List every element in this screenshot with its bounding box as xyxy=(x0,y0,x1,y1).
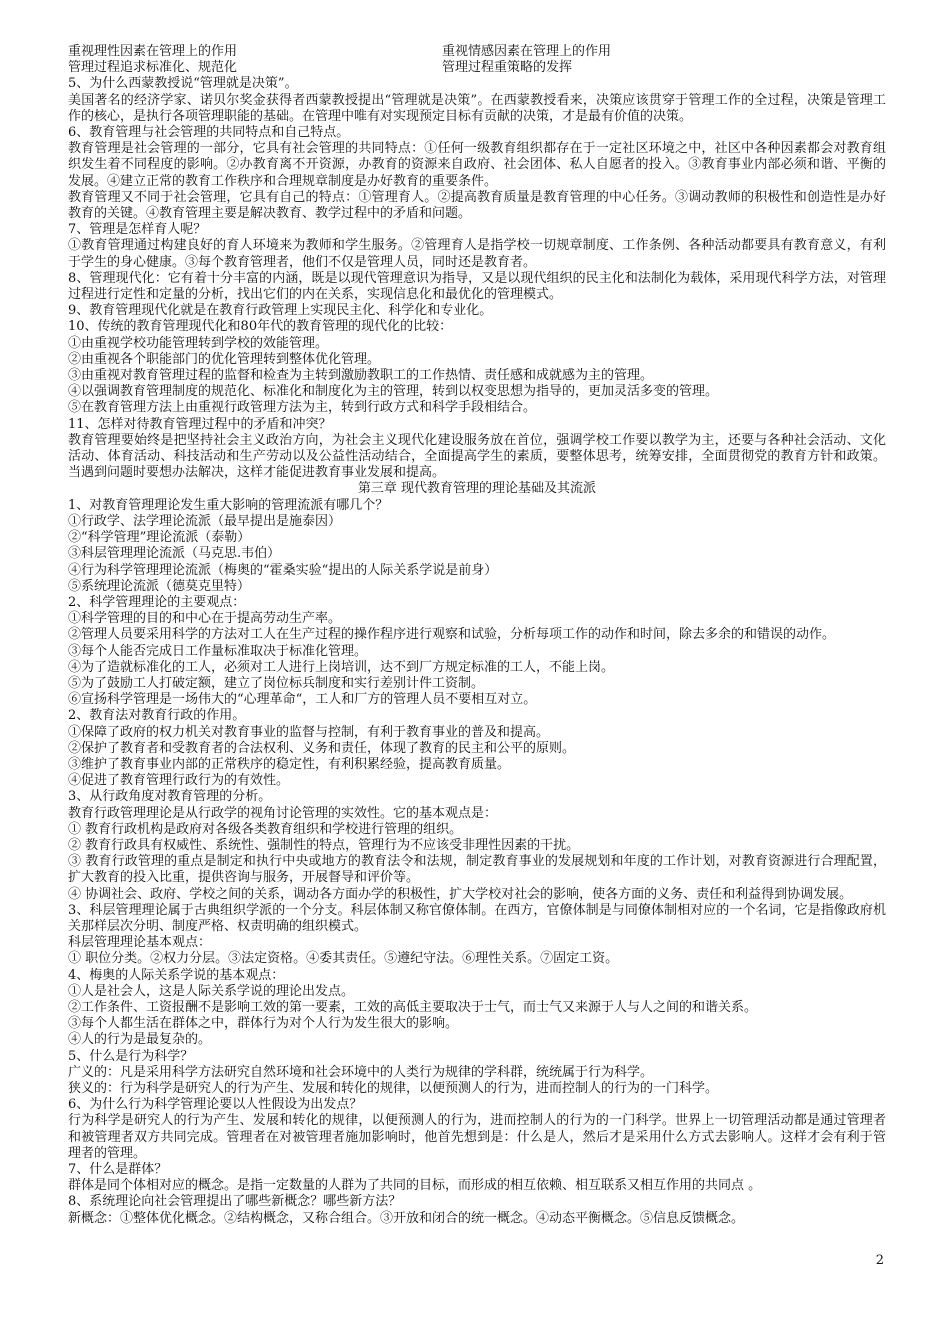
paragraph: ④ 协调社会、政府、学校之间的关系，调动各方面办学的积极性，扩大学校对社会的影响，使各方面的义务、责任和利益得到协调发展。 xyxy=(68,886,853,902)
paragraph: ① 教育行政机构是政府对各级各类教育组织和学校进行管理的组织。 xyxy=(68,821,463,837)
comparison-left: 重视理性因素在管理上的作用 xyxy=(68,44,238,59)
paragraph: ①保障了政府的权力机关对教育事业的监督与控制，有利于教育事业的普及和提高。 xyxy=(68,724,550,740)
paragraph: ②工作条件、工资报酬不是影响工效的第一要素，工效的高低主要取决于士气，而士气又来源于人与人之间的和谐关系。 xyxy=(68,999,758,1015)
paragraph: ①教育管理通过构建良好的育人环境来为教师和学生服务。②管理育人是指学校一切规章制度、工作条例、各种活动都要具有教育意义，有利于学生的身心健康。③每个教育管理者，他们不仅是管理人员，同时还是教育者。 xyxy=(68,238,886,270)
paragraph: ②由重视各个职能部门的优化管理转到整体优化管理。 xyxy=(68,351,381,367)
paragraph: ③由重视对教育管理过程的监督和检查为主转到激励教职工的工作热情、责任感和成就感为主的管理。 xyxy=(68,368,654,384)
paragraph: ② 教育行政具有权威性、系统性、强制性的特点，管理行为不应该受非理性因素的干扰。 xyxy=(68,837,580,853)
paragraph: ②保护了教育者和受教育者的合法权利、义务和责任，体现了教育的民主和公平的原则。 xyxy=(68,740,576,756)
paragraph: 科层管理理论基本观点： xyxy=(68,935,212,951)
comparison-right: 管理过程重策略的发挥 xyxy=(442,60,573,76)
paragraph: ⑥宣扬科学管理是一场伟大的“心理革命“，工人和厂方的管理人员不要相互对立。 xyxy=(68,692,537,708)
paragraph: ①人是社会人，这是人际关系学说的理论出发点。 xyxy=(68,983,355,999)
comparison-left: 管理过程追求标准化、规范化 xyxy=(68,60,238,76)
paragraph: 11、怎样对待教育管理过程中的矛盾和冲突？ xyxy=(68,416,332,432)
paragraph: ① 职位分类。②权力分层。③法定资格。④委其责任。⑤遵纪守法。⑥理性关系。⑦固定工资。 xyxy=(68,951,619,967)
paragraph: 教育管理是社会管理的一部分，它具有社会管理的共同特点：①任何一级教育组织都存在于一定社区环境之中，社区中各种因素都会对教育组织发生着不同程度的影响。②办教育离不开资源，办教育的资源来自政府、社会团体、私人自愿者的投入。③教育事业内部必须和谐、平衡的发展。④建立正常的教育工作秩序和合理规章制度是办好教育的重要条件。 xyxy=(68,141,886,189)
paragraph: ①由重视学校功能管理转到学校的效能管理。 xyxy=(68,335,329,351)
paragraph: ⑤在教育管理方法上由重视行政管理方法为主，转到行政方式和科学手段相结合。 xyxy=(68,400,537,416)
paragraph: 教育行政管理理论是从行政学的视角讨论管理的实效性。它的基本观点是： xyxy=(68,805,498,821)
paragraph: 8、系统理论向社会管理提出了哪些新概念？哪些新方法？ xyxy=(68,1194,402,1210)
paragraph: 教育管理要始终是把坚持社会主义政治方向，为社会主义现代化建设服务放在首位，强调学校工作要以教学为主，还要与各种社会活动、文化活动、体育活动、科技活动和生产劳动以及公益性活动结合，全面提高学生的素质，要整体思考，统筹安排，全面贯彻党的教育方针和政策。当遇到问题时要想办法解决，这样才能促进教育事业发展和提高。 xyxy=(68,432,886,481)
paragraph: ③ 教育行政管理的重点是制定和执行中央或地方的教育法令和法规，制定教育事业的发展规划和年度的工作计划，对教育资源进行合理配置，扩大教育的投入比重，提供咨询与服务，开展督导和评价等。 xyxy=(68,854,886,886)
comparison-right: 重视情感因素在管理上的作用 xyxy=(442,44,612,59)
paragraph: 6、为什么行为科学管理论要以人性假设为出发点？ xyxy=(68,1097,363,1113)
paragraph: ⑤系统理论流派（德莫克里特） xyxy=(68,578,251,594)
paragraph: 5、什么是行为科学？ xyxy=(68,1048,194,1064)
section-chapter-three xyxy=(68,498,886,1227)
paragraph: ③每个人能否完成日工作量标准取决于标准化管理。 xyxy=(68,643,368,659)
paragraph: ④行为科学管理理论流派（梅奥的“霍桑实验“提出的人际关系学说是前身） xyxy=(68,562,498,578)
paragraph: 3、从行政角度对教育管理的分析。 xyxy=(68,789,272,805)
paragraph: 4、梅奥的人际关系学说的基本观点： xyxy=(68,967,285,983)
paragraph: ①科学管理的目的和中心在于提高劳动生产率。 xyxy=(68,611,342,627)
paragraph: 3、科层管理理论属于古典组织学派的一个分支。科层体制又称官僚体制。在西方，官僚体制是与同僚体制相对应的一个名词，它是指像政府机关那样层次分明、制度严格、权责明确的组织模式。 xyxy=(68,902,886,934)
paragraph: ④促进了教育管理行政行为的有效性。 xyxy=(68,773,290,789)
paragraph: 教育管理又不同于社会管理，它具有自己的特点：①管理育人。②提高教育质量是教育管理的中心任务。③调动教师的积极性和创造性是办好教育的关键。④教育管理主要是解决教育、教学过程中的矛盾和问题。 xyxy=(68,189,886,222)
paragraph: 新概念：①整体优化概念。②结构概念，又称合组合。③开放和闭合的统一概念。④动态平衡概念。⑤信息反馈概念。 xyxy=(68,1210,745,1226)
paragraph: 7、什么是群体？ xyxy=(68,1162,168,1178)
section-chapter-two-questions xyxy=(68,76,886,481)
document-page xyxy=(68,44,886,1227)
paragraph: ③每个人都生活在群体之中，群体行为对个人行为发生很大的影响。 xyxy=(68,1016,459,1032)
paragraph: ③科层管理理论流派（马克思.韦伯） xyxy=(68,546,281,562)
paragraph: 5、为什么西蒙教授说“管理就是决策”。 xyxy=(68,76,298,92)
paragraph: ②“科学管理”理论流派（泰勒） xyxy=(68,530,251,546)
paragraph: 狭义的：行为科学是研究人的行为产生、发展和转化的规律，以便预测人的行为，进而控制人的行为的一门科学。 xyxy=(68,1081,719,1096)
paragraph: 1、对教育管理理论发生重大影响的管理流派有哪几个？ xyxy=(68,497,389,513)
paragraph: ⑤为了鼓励工人打破定额，建立了岗位标兵制度和实行差别计件工资制。 xyxy=(68,675,485,691)
paragraph: 6、教育管理与社会管理的共同特点和自己特点。 xyxy=(68,125,350,141)
paragraph: ④人的行为是最复杂的。 xyxy=(68,1032,212,1048)
paragraph: ④以强调教育管理制度的规范化、标准化和制度化为主的管理，转到以权变思想为指导的，更加灵活多变的管理。 xyxy=(68,384,719,400)
comparison-row-1 xyxy=(68,44,886,60)
paragraph: ②管理人员要采用科学的方法对工人在生产过程的操作程序进行观察和试验，分析每项工作的动作和时间，除去多余的和错误的动作。 xyxy=(68,627,836,643)
paragraph: 美国著名的经济学家、诺贝尔奖金获得者西蒙教授提出“管理就是决策”。在西蒙教授看来，决策应该贯穿于管理工作的全过程，决策是管理工作的核心，是执行各项管理职能的基础。在管理中唯有对实现预定目标有贡献的决策，才是最有价值的决策。 xyxy=(68,92,886,124)
paragraph: 广义的：凡是采用科学方法研究自然环境和社会环境中的人类行为规律的学科群，统统属于行为科学。 xyxy=(68,1064,654,1080)
paragraph: 2、科学管理理论的主要观点： xyxy=(68,594,246,610)
paragraph: 7、管理是怎样育人呢？ xyxy=(68,222,207,238)
chapter-title: 第三章 现代教育管理的理论基础及其流派 xyxy=(357,481,597,497)
paragraph: 8、管理现代化：它有着十分丰富的内涵，既是以现代管理意识为指导，又是以现代组织的民主化和法制化为载体，采用现代科学方法，对管理过程进行定性和定量的分析，找出它们的内在关系，实现信息化和最优化的管理模式。 xyxy=(68,270,886,303)
paragraph: 群体是同个体相对应的概念。是指一定数量的人群为了共同的目标，而形成的相互依赖、相互联系又相互作用的共同点 。 xyxy=(68,1178,762,1194)
paragraph: 9、教育管理现代化就是在教育行政管理上实现民主化、科学化和专业化。 xyxy=(68,303,493,319)
paragraph: ④为了造就标准化的工人，必须对工人进行上岗培训，达不到厂方规定标准的工人，不能上岗。 xyxy=(68,659,615,675)
paragraph: 10、传统的教育管理现代化和80年代的教育管理的现代化的比较： xyxy=(68,319,453,335)
paragraph: ③维护了教育事业内部的正常秩序的稳定性，有利积累经验，提高教育质量。 xyxy=(68,756,511,772)
comparison-row-2 xyxy=(68,60,886,76)
paragraph: ①行政学、法学理论流派（最早提出是施泰因） xyxy=(68,513,342,529)
paragraph: 行为科学是研究人的行为产生、发展和转化的规律，以便预测人的行为，进而控制人的行为的一门科学。世界上一切管理活动都是通过管理者和被管理者双方共同完成。管理者在对被管理者施加影响时，他首先想到是：什么是人，然后才是采用什么方式去影响人。这样才会有利于管理者的管理。 xyxy=(68,1113,886,1161)
page-number: 2 xyxy=(875,1253,884,1268)
paragraph: 2、教育法对教育行政的作用。 xyxy=(68,708,246,724)
